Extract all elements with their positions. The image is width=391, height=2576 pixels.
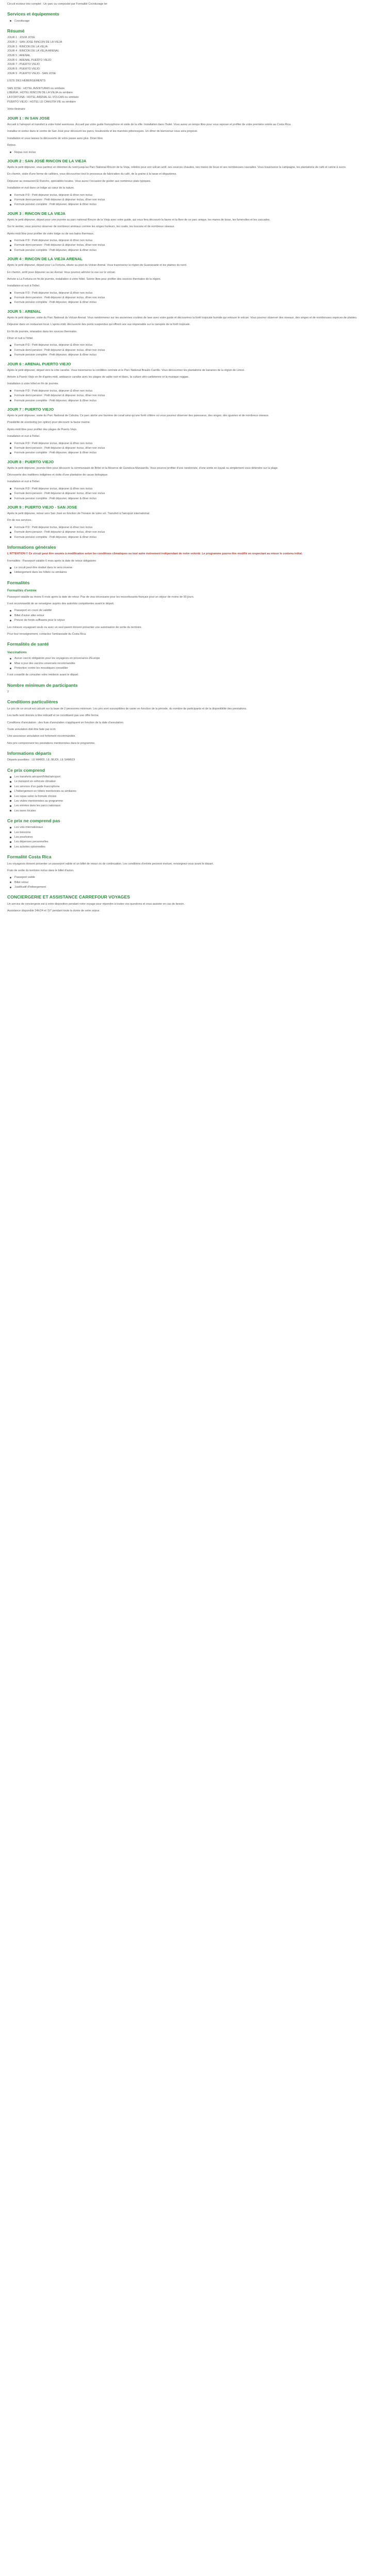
day-meals-list [7,526,384,539]
inclus-item: Les entrées dans les parcs nationaux [7,804,384,808]
day-title: JOUR 2 : SAN JOSÉ RINCON DE LA VIEJA [7,158,87,163]
day-meal-item: Formule demi-pension : Petit déjeuner & déjeuner inclus, dîner non inclus [7,530,384,534]
conditions-title: Conditions particulières [7,699,58,705]
day-paragraph: Après-midi libre pour profiter de votre lodge ou de ses bains thermaux. [7,232,94,235]
resume-list [7,36,384,112]
infos-title: Informations générales [7,544,56,550]
day-meal-item: Formule demi-pension : Petit déjeuner & déjeuner inclus, dîner non inclus [7,198,384,202]
non-inclus-item: Les boissons [7,831,384,835]
day-title: JOUR 8 : PUERTO VIEJO [7,459,54,464]
day-paragraph: Après le petit déjeuner, retour vers San José en fonction de l'horaire de votre vol. Transfert à l'aéroport international. [7,512,150,516]
conditions-para: Toute annulation doit être faite par écrit. [7,727,56,731]
day-paragraph: Déjeuner dans un restaurant local. L'après-midi, découverte des ponts suspendus qui offrent une vue imprenable sur la canopée de la forêt tropicale. [7,323,191,327]
day-paragraph: Installation et nuit dans un lodge au cœur de la nature. [7,187,75,190]
conditions-para: Conditions d'annulation : des frais d'annulation s'appliquent en fonction de la date d'annulation. [7,721,124,724]
formalite-costa-item: Justificatif d'hébergement [7,885,384,889]
infos-list [7,566,384,575]
formalite-costa-para: Les voyageurs doivent présenter un passeport valide et un billet de retour ou de continuation. Les conditions d'entrée peuvent évoluer, renseignez-vous avant le départ. [7,862,214,866]
day-paragraph: Dîner et nuit à l'hôtel. [7,337,34,341]
resume-line: JOUR 5 : ARENAL [7,54,30,57]
day-paragraph: Installation à votre hôtel en fin de journée. [7,382,59,386]
inclus-list [7,775,384,813]
infos-item: Le circuit peut être réalisé dans le sens inverse [7,566,384,570]
resume-title: Résumé [7,28,25,34]
sante-list [7,656,384,670]
intro-text: Circuit ecotour très complet : Un parc ou compostel par Formalité Covoiturage ter [7,3,108,6]
day-paragraph: Après le petit déjeuner, journée libre pour découvrir la communauté de Bribri et la Réserve de Gandoca-Manzanillo. Vous pourrez profiter d'une randonnée, d'une sortie en kayak ou simplement vous détendre sur la plage. [7,466,279,470]
formalites-item: Preuve de fonds suffisants pour le séjour [7,618,384,622]
day-paragraph: Installation et vous laissez la découverte de votre passe sans plus. Diner libre. [7,137,104,140]
day-title: JOUR 4 : RINCON DE LA VIEJA ARENAL [7,257,83,262]
conditions-para: Les tarifs sont donnés à titre indicatif et ne constituent pas une offre ferme. [7,714,100,718]
services-list [7,19,384,23]
day-meal-item: Formule demi-pension : Petit déjeuner & déjeuner inclus, dîner non inclus [7,492,384,496]
day-meal-item: Formule P.D : Petit déjeuner inclus, déjeuner & dîner non inclus [7,193,384,197]
concierge-para: Un service de conciergerie est à votre disposition pendant votre voyage pour répondre à toutes vos questions et vous assister en cas de besoin. [7,902,185,906]
resume-line: JOUR 1 : JOUR JOSE [7,36,35,40]
day-meal-item: Formule demi-pension : Petit déjeuner & déjeuner inclus, dîner non inclus [7,446,384,450]
formalite-costa-item: Passeport valide [7,875,384,879]
day-meal-item: Formule pension complète : Petit déjeuner, déjeuner & dîner inclus [7,497,384,501]
day-meal-item: Formule pension complète : Petit déjeuner, déjeuner & dîner inclus [7,300,384,304]
formalites-para: Passeport valable au moins 6 mois après la date de retour. Pas de visa nécessaire pour les ressortissants français pour un séjour de moins de 90 jours. [7,595,194,599]
day-paragraph: Arrivée à La Fortuna en fin de journée, installation à votre hôtel. Soirée libre pour profiter des sources thermales de la région. [7,277,161,281]
infos-warning: L'ATTENTION !! Ce circuit peut être soumis à modification selon les conditions climatiques ou tout autre événement indépendant de notre volonté. Le programme pourra être modifié en respectant au mieux le contenu initial. [7,552,303,556]
inclus-item: Les transferts aéroport/hôtel/aéroport [7,775,384,779]
day-paragraph: En fin de journée, relaxation dans les sources thermales. [7,330,77,333]
resume-line: Votre itinéraire [7,108,25,111]
day-meals-list [7,193,384,207]
day-paragraph: Découverte des traditions indigènes et visite d'une plantation de cacao biologique. [7,473,108,477]
non-inclus-item: Les activités optionnelles [7,845,384,849]
sante-item: Protection contre les moustiques conseillée [7,666,384,670]
non-inclus-item: Les pourboires [7,835,384,839]
day-meals-list [7,487,384,501]
formalite-costa-list [7,875,384,889]
day-title: JOUR 5 : ARENAL [7,309,41,314]
day-paragraph: Déjeuner au restaurant El Rancho, spécialités locales. Vous aurez l'occasion de goûter aux nombreux plats typiques. [7,179,151,183]
resume-line: PUERTO VIEJO : HOTEL LE CAHUITA VIE ou similaire [7,100,76,104]
day-meal-item: Formule pension complète : Petit déjeuner, déjeuner & dîner inclus [7,248,384,252]
day-meal-item: Formule pension complète : Petit déjeuner, déjeuner & dîner inclus [7,535,384,539]
day-meal-item: Repas non inclus [7,150,384,155]
day-meal-item: Formule P.D : Petit déjeuner inclus, déjeuner & dîner non inclus [7,291,384,295]
inclus-item: Les visites mentionnées au programme [7,799,384,803]
conditions-para: Nos prix comprennent les prestations mentionnées dans le programme. [7,741,95,745]
resume-line: JOUR 9 : PUERTO VIEJO - SAN JOSE [7,72,56,75]
day-meal-item: Formule pension complète : Petit déjeuner, déjeuner & dîner inclus [7,353,384,357]
day-paragraph: Installation et nuit à l'hôtel. [7,284,40,288]
inclus-item: Les services d'un guide francophone [7,785,384,789]
day-paragraph: Après le petit déjeuner, départ pour une journée au parc national Rincon de la Vieja avec votre guide, qui vous fera découvrir la faune et la flore de ce parc unique, les mares de boue, les fumerolles et les cascades. [7,218,270,222]
inclus-item: Les repas selon la formule choisie [7,794,384,799]
day-meals-list [7,239,384,252]
day-paragraph: Après-midi libre pour profiter des plages de Puerto Viejo. [7,428,77,431]
day-paragraph: Après le petit déjeuner, vous partirez en direction du nord jusqu'au Parc National Rincon de la Vieja, célèbre pour son volcan actif, ses sources chaudes, ses mares de boue et ses nombreuses cascades. Vous traverserez la campagne, les plantations de café et canne à sucre. [7,166,347,170]
day-paragraph: Après le petit déjeuner, départ pour La Fortuna, située au pied du Volcan Arenal. Vous traverserez la région de Guanacaste et les plaines du nord. [7,264,187,267]
day-paragraph: Fin de nos services. [7,519,32,522]
formalite-costa-para: Frais de sortie du territoire inclus dans le billet d'avion. [7,869,74,872]
formalites-list [7,608,384,622]
formalites-item: Passeport en cours de validité [7,608,384,613]
formalites-para: Il est recommandé de se renseigner auprès des autorités compétentes avant le départ. [7,602,115,606]
resume-line: JOUR 8 : PUERTO VIEJO [7,67,40,71]
day-paragraph: Installez et sortez dans le centre de San José pour découvrir les parcs, boulevards et les marchés pittoresques. Un dîner de bienvenue vous sera proposé. [7,130,198,133]
day-paragraph: Installation et nuit à l'hôtel. [7,480,40,484]
infos-warning-2: Formalités : Passeport valable 6 mois après la date de retour obligatoire. [7,559,97,563]
formalites-subtitle: Formalités d'entrée [7,589,37,593]
itinerary [7,116,384,539]
day-meal-item: Formule P.D : Petit déjeuner inclus, déjeuner & dîner non inclus [7,442,384,446]
day-meal-item: Formule P.D : Petit déjeuner inclus, déjeuner & dîner non inclus [7,343,384,347]
sante-para: Il est conseillé de consulter votre médecin avant le départ. [7,673,79,677]
day-title: JOUR 9 : PUERTO VIEJO - SAN JOSE [7,504,77,510]
inclus-item: Le transport en véhicule climatisé [7,779,384,784]
day-title: JOUR 3 : RINCON DE LA VIEJA [7,211,66,216]
day-paragraph: Arrivée à Puerto Viejo en fin d'après-midi, ambiance caraïbe avec les plages de sable noir et blanc, la culture afro-caribéenne et la musique reggae. [7,376,189,379]
resume-line: JOUR 3 : RINCON DE LA VIEJA [7,45,48,48]
day-paragraph: En chemin, visite d'une ferme de caféiers, vous découvrirez tout le processus de fabrication du café, de la graine à la tasse et dégusterez. [7,173,177,176]
concierge-title: CONCIERGERIE ET ASSISTANCE CARREFOUR VOYAGES [7,894,130,900]
formalites-item: Billet d'avion aller-retour [7,614,384,618]
day-paragraph: Sur le sentier, vous pourrez observer de nombreux animaux comme les singes hurleurs, les coatis, les toucans et de nombreux oiseaux. [7,225,175,229]
conditions-para: Le prix de ce circuit est calculé sur la base de 2 personnes minimum. Les prix sont susceptibles de varier en fonction de la période, du nombre de participants et de la disponibilité des prestations. [7,707,247,710]
services-item: Covoiturage [7,19,384,23]
formalites-more: Pour tout renseignement, contactez l'ambassade du Costa Rica. [7,632,87,636]
formalite-costa-item: Billet retour [7,880,384,885]
day-meals-list [7,150,384,155]
day-meal-item: Formule P.D : Petit déjeuner inclus, déjeuner & dîner non inclus [7,389,384,393]
day-meal-item: Formule P.D : Petit déjeuner inclus, déjeuner & dîner non inclus [7,526,384,530]
departs-title: Informations départs [7,751,52,756]
day-paragraph: Installation et nuit à l'hôtel. [7,435,40,438]
day-meal-item: Formule demi-pension : Petit déjeuner & déjeuner inclus, dîner non inclus [7,394,384,398]
resume-line: LIBERIA : HOTEL RINCON DE LA VIEJA ou similaire [7,91,73,95]
day-meal-item: Formule pension complète : Petit déjeuner, déjeuner & dîner inclus [7,202,384,207]
sante-item: Mise à jour des vaccins universels recommandée [7,662,384,666]
inclus-item: L'hébergement en hôtels mentionnés ou similaires [7,789,384,793]
day-meals-list [7,343,384,357]
day-meals-list [7,442,384,455]
day-meal-item: Formule P.D : Petit déjeuner inclus, déjeuner & dîner non inclus [7,487,384,491]
day-meal-item: Formule demi-pension : Petit déjeuner & déjeuner inclus, dîner non inclus [7,296,384,300]
non-inclus-item: Les dépenses personnelles [7,840,384,844]
pax-value: 2 [7,690,9,694]
inclus-title: Ce prix comprend [7,767,45,773]
non-inclus-title: Ce prix ne comprend pas [7,818,60,823]
day-paragraph: Retour. [7,144,17,147]
resume-line: JOUR 4 : RINCON DE LA VIEJA ARENAL [7,49,59,53]
day-meal-item: Formule pension complète : Petit déjeuner, déjeuner & dîner inclus [7,451,384,455]
day-paragraph: Après le petit déjeuner, visite du Parc National de Cahuita. Ce parc abrite une barrière de corail ainsi qu'une forêt côtière où vous pourrez observer des paresseux, des singes, des iguanes et de nombreux oiseaux. [7,414,269,417]
day-paragraph: Accueil à l'aéroport et transfert à votre hotel aventuras. Accueil par votre guide francophone et visite de la ville. Installation dans l'hotel. Vous aurez un temps libre pour vous reposer et profiter de votre première soirée au Costa Rica. [7,123,291,127]
day-meals-list [7,389,384,403]
day-paragraph: Après le petit déjeuner, visite du Parc National du Volcan Arenal. Vous randonnerez sur les anciennes coulées de lave avec votre guide et découvrirez la forêt tropicale humide qui entoure le volcan. Vous pourrez observer des oiseaux, des singes et de nombreuses espèces de plantes. [7,316,357,319]
non-inclus-item: Les vols internationaux [7,825,384,829]
resume-line: LISTE DES HÉBERGEMENTS [7,79,46,83]
day-paragraph: Après le petit déjeuner, départ vers la côte caraïbe. Vous traverserez la cordillère centrale et le Parc National Braulio Carrillo. Vous découvrirez les plantations de bananes de la région de Limon. [7,368,245,372]
day-title: JOUR 1 : IN SAN JOSE [7,115,50,121]
inclus-item: Les taxes locales [7,809,384,813]
sante-item: Aucun vaccin obligatoire pour les voyageurs en provenance d'Europe [7,656,384,660]
day-title: JOUR 6 : ARENAL PUERTO VIEJO [7,361,71,366]
day-meal-item: Formule demi-pension : Petit déjeuner & déjeuner inclus, dîner non inclus [7,348,384,352]
day-meal-item: Formule pension complète : Petit déjeuner, déjeuner & dîner inclus [7,399,384,403]
day-meal-item: Formule demi-pension : Petit déjeuner & déjeuner inclus, dîner non inclus [7,243,384,247]
resume-line: LA FORTUNA : HOTEL ARENAL EL VOLCAN ou similaire [7,96,79,99]
non-inclus-list [7,825,384,849]
formalites-title: Formalités [7,580,30,585]
day-meals-list [7,291,384,305]
departs-value: Départs possibles : LE MARDI, LE JEUDI, LE SAMEDI [7,758,75,762]
resume-line: JOUR 7 : PUERTO VIEJO [7,63,40,66]
conditions-para: Une assurance annulation est fortement recommandée. [7,735,76,738]
concierge-para: Assistance disponible 24h/24 et 7j/7 pendant toute la durée de votre séjour. [7,909,100,913]
services-title: Services et équipements [7,11,59,17]
infos-item: Hébergement dans les hôtels ou similaires [7,570,384,574]
pax-title: Nombre minimum de participants [7,682,78,688]
sante-title: Formalités de santé [7,641,49,647]
formalite-costa-title: Formalité Costa Rica [7,854,52,860]
sante-subtitle: Vaccinations [7,650,27,654]
resume-line: JOUR 2 : SAN JOSE RINCON DE LA VIEJA [7,41,62,44]
resume-line: JOUR 6 : ARENAL PUERTO VIEJO [7,58,52,62]
formalites-more: Les mineurs voyageant seuls ou avec un seul parent doivent présenter une autorisation de sortie du territoire. [7,625,142,629]
day-paragraph: En chemin, arrêt pour déjeuner au lac Arenal. Vous pourrez admirer la vue sur le volcan. [7,270,116,274]
day-title: JOUR 7 : PUERTO VIEJO [7,406,54,412]
document [7,2,384,913]
resume-line: SAN JOSE : HOTEL AVENTURAS ou similaire [7,87,65,90]
day-meal-item: Formule P.D : Petit déjeuner inclus, déjeuner & dîner non inclus [7,239,384,243]
day-paragraph: Possibilité de snorkeling (en option) pour découvrir la faune marine. [7,421,91,425]
